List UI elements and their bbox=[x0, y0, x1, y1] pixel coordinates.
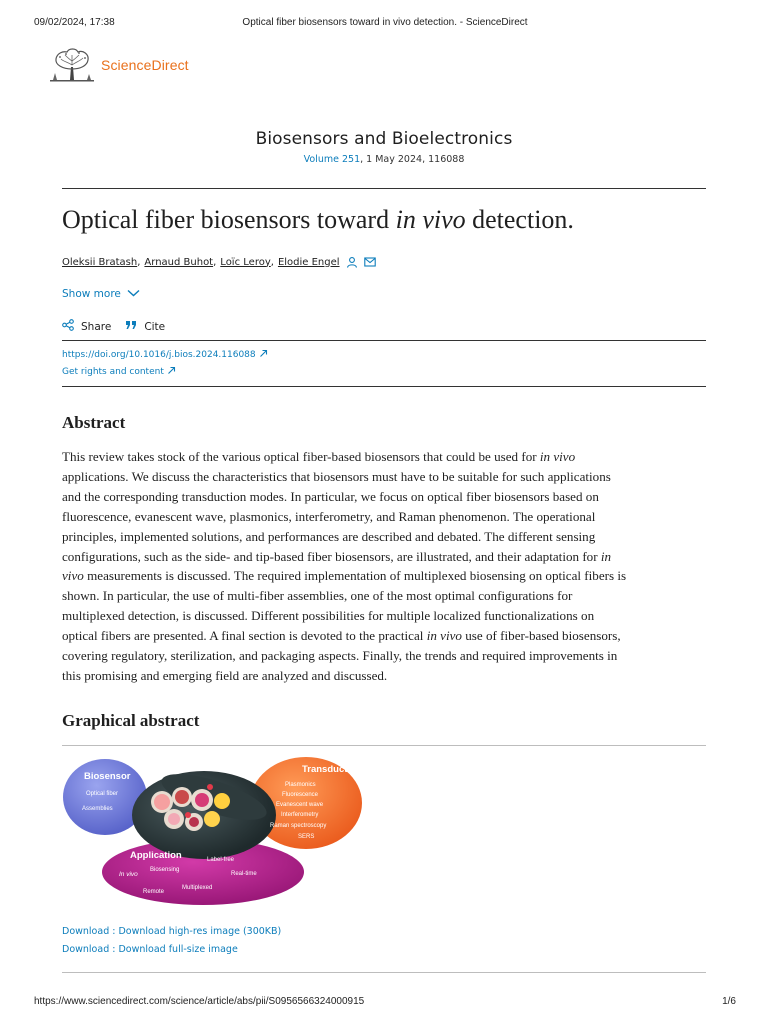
abstract-text-segment: This review takes stock of the various optical fiber-based biosensors that could be used for bbox=[62, 449, 540, 464]
abstract-text-segment: and the corresponding transduction modes. In particular, we focus on optical fiber biosensors based on bbox=[62, 488, 599, 504]
sciencedirect-wordmark: ScienceDirect bbox=[101, 57, 189, 73]
download-full-size-link[interactable]: Download : Download full-size image bbox=[62, 944, 238, 955]
rights-link[interactable] bbox=[62, 366, 176, 378]
abstract-line bbox=[62, 527, 710, 547]
author-separator: , bbox=[270, 256, 274, 268]
external-link-icon bbox=[164, 366, 176, 378]
application-item: Remote bbox=[143, 889, 165, 895]
show-more-label: Show more bbox=[62, 288, 121, 300]
biosensor-item: Optical fiber bbox=[86, 791, 119, 797]
abstract-text-segment: multiplexed detection, is discussed. Different possibilities for multiple localized functionalizations on bbox=[62, 608, 595, 624]
author-link[interactable]: Elodie Engel bbox=[277, 256, 340, 268]
abstract-text-segment: applications. We discuss the characteristics that biosensors must have to be suitable for such applications bbox=[62, 468, 611, 484]
abstract-line bbox=[62, 586, 710, 606]
abstract-italic-segment: in vivo bbox=[426, 628, 462, 644]
abstract-text-segment: optical fibers are presented. A final section is devoted to the practical bbox=[62, 628, 427, 644]
header-divider bbox=[62, 188, 706, 189]
share-label: Share bbox=[81, 320, 112, 333]
print-header bbox=[34, 17, 736, 29]
article-title bbox=[62, 205, 706, 235]
print-footer bbox=[34, 996, 736, 1008]
biosensor-title: Biosensor bbox=[84, 771, 131, 782]
envelope-icon[interactable] bbox=[364, 257, 376, 267]
doi-text: https://doi.org/10.1016/j.bios.2024.116088 bbox=[62, 350, 256, 360]
cite-button[interactable] bbox=[125, 320, 165, 333]
abstract-text-segment: this promising and emerging field are analyzed and discussed. bbox=[62, 667, 388, 683]
chevron-down-icon bbox=[121, 288, 140, 300]
author-link[interactable]: Oleksii Bratash bbox=[62, 256, 138, 268]
page-number: 1/6 bbox=[722, 996, 736, 1007]
abstract-text-segment: measurements is discussed. The required implementation of multiplexed biosensing on optical fibers is bbox=[83, 568, 627, 584]
transduction-item: Fluorescence bbox=[282, 792, 319, 798]
application-item: Real-time bbox=[231, 871, 257, 877]
abstract-italic-segment: in bbox=[600, 548, 612, 564]
volume-info bbox=[0, 154, 768, 165]
abstract-line bbox=[62, 547, 710, 567]
cite-label: Cite bbox=[144, 320, 166, 333]
abstract-line bbox=[62, 646, 710, 666]
author-link[interactable]: Loïc Leroy bbox=[220, 256, 271, 268]
links-divider bbox=[62, 386, 706, 387]
abstract-line bbox=[62, 666, 710, 686]
abstract-italic-segment: vivo bbox=[62, 568, 84, 584]
abstract-line bbox=[62, 566, 710, 586]
abstract-text bbox=[62, 447, 710, 686]
rights-text: Get rights and content bbox=[62, 367, 164, 377]
share-icon bbox=[62, 319, 81, 334]
abstract-text-segment: principles, implemented solutions, and performances are described and debated. The different sensing bbox=[62, 528, 596, 544]
downloads-divider bbox=[62, 972, 706, 973]
author-separator: , bbox=[213, 256, 217, 268]
transduction-item: Plasmonics bbox=[285, 782, 316, 788]
author-link[interactable]: Arnaud Buhot bbox=[144, 256, 214, 268]
download-high-res-link[interactable]: Download : Download high-res image (300KB) bbox=[62, 926, 282, 937]
abstract-line bbox=[62, 467, 710, 487]
print-page-title: Optical fiber biosensors toward in vivo detection. - ScienceDirect bbox=[242, 17, 528, 28]
show-more-button[interactable] bbox=[62, 288, 140, 300]
actions-divider bbox=[62, 340, 706, 341]
article-actions bbox=[62, 319, 179, 334]
abstract-text-segment: fluorescence, evanescent wave, plasmonics, interferometry, and Raman phenomenon. The operational bbox=[62, 508, 596, 524]
abstract-line bbox=[62, 447, 710, 467]
share-button[interactable] bbox=[62, 319, 111, 334]
person-icon[interactable] bbox=[346, 256, 358, 268]
elsevier-tree-icon bbox=[49, 47, 95, 83]
title-part: Optical fiber biosensors toward bbox=[62, 205, 396, 234]
application-item: In vivo bbox=[119, 871, 138, 878]
graphical-abstract-heading: Graphical abstract bbox=[62, 711, 200, 730]
volume-link[interactable]: Volume 251 bbox=[303, 154, 361, 165]
external-link-icon bbox=[256, 349, 268, 361]
graphical-abstract-divider bbox=[62, 745, 706, 746]
application-item: Multiplexed bbox=[182, 885, 213, 891]
doi-link[interactable] bbox=[62, 349, 268, 361]
abstract-line bbox=[62, 626, 710, 646]
author-separator: , bbox=[137, 256, 141, 268]
print-url: https://www.sciencedirect.com/science/article/abs/pii/S0956566324000915 bbox=[34, 996, 365, 1007]
abstract-text-segment: use of fiber-based biosensors, bbox=[461, 628, 621, 644]
print-datetime: 09/02/2024, 17:38 bbox=[34, 17, 115, 28]
title-part: detection. bbox=[465, 205, 574, 234]
transduction-title: Transduction bbox=[302, 764, 362, 775]
transduction-item: Interferometry bbox=[281, 812, 319, 818]
graphical-abstract-image[interactable] bbox=[62, 757, 364, 907]
sciencedirect-logo[interactable] bbox=[49, 45, 189, 85]
abstract-heading: Abstract bbox=[62, 413, 126, 432]
abstract-line bbox=[62, 507, 710, 527]
author-list bbox=[62, 256, 376, 268]
abstract-text-segment: shown. In particular, the use of multi-fiber assemblies, one of the most optimal configurations for bbox=[62, 588, 573, 604]
abstract-italic-segment: in vivo bbox=[539, 449, 576, 464]
abstract-line bbox=[62, 606, 710, 626]
issue-date: , 1 May 2024, 116088 bbox=[360, 154, 465, 165]
transduction-item: Evanescent wave bbox=[276, 802, 324, 808]
abstract-text-segment: configurations, such as the side- and tip-based fiber biosensors, are illustrated, and their adaptation for bbox=[62, 548, 601, 564]
application-item: Label-free bbox=[207, 857, 235, 863]
quote-icon bbox=[125, 320, 144, 333]
biosensor-item: Assemblies bbox=[82, 806, 113, 812]
application-item: Biosensing bbox=[150, 867, 180, 873]
journal-title[interactable]: Biosensors and Bioelectronics bbox=[255, 129, 513, 149]
abstract-line bbox=[62, 487, 710, 507]
abstract-text-segment: covering regulatory, sterilization, and packaging aspects. Finally, the trends and required improvements in bbox=[62, 648, 618, 664]
transduction-item: SERS bbox=[298, 834, 315, 840]
transduction-item: Raman spectroscopy bbox=[270, 823, 327, 829]
title-italic-part: in vivo bbox=[395, 205, 466, 234]
application-title: Application bbox=[130, 850, 182, 861]
